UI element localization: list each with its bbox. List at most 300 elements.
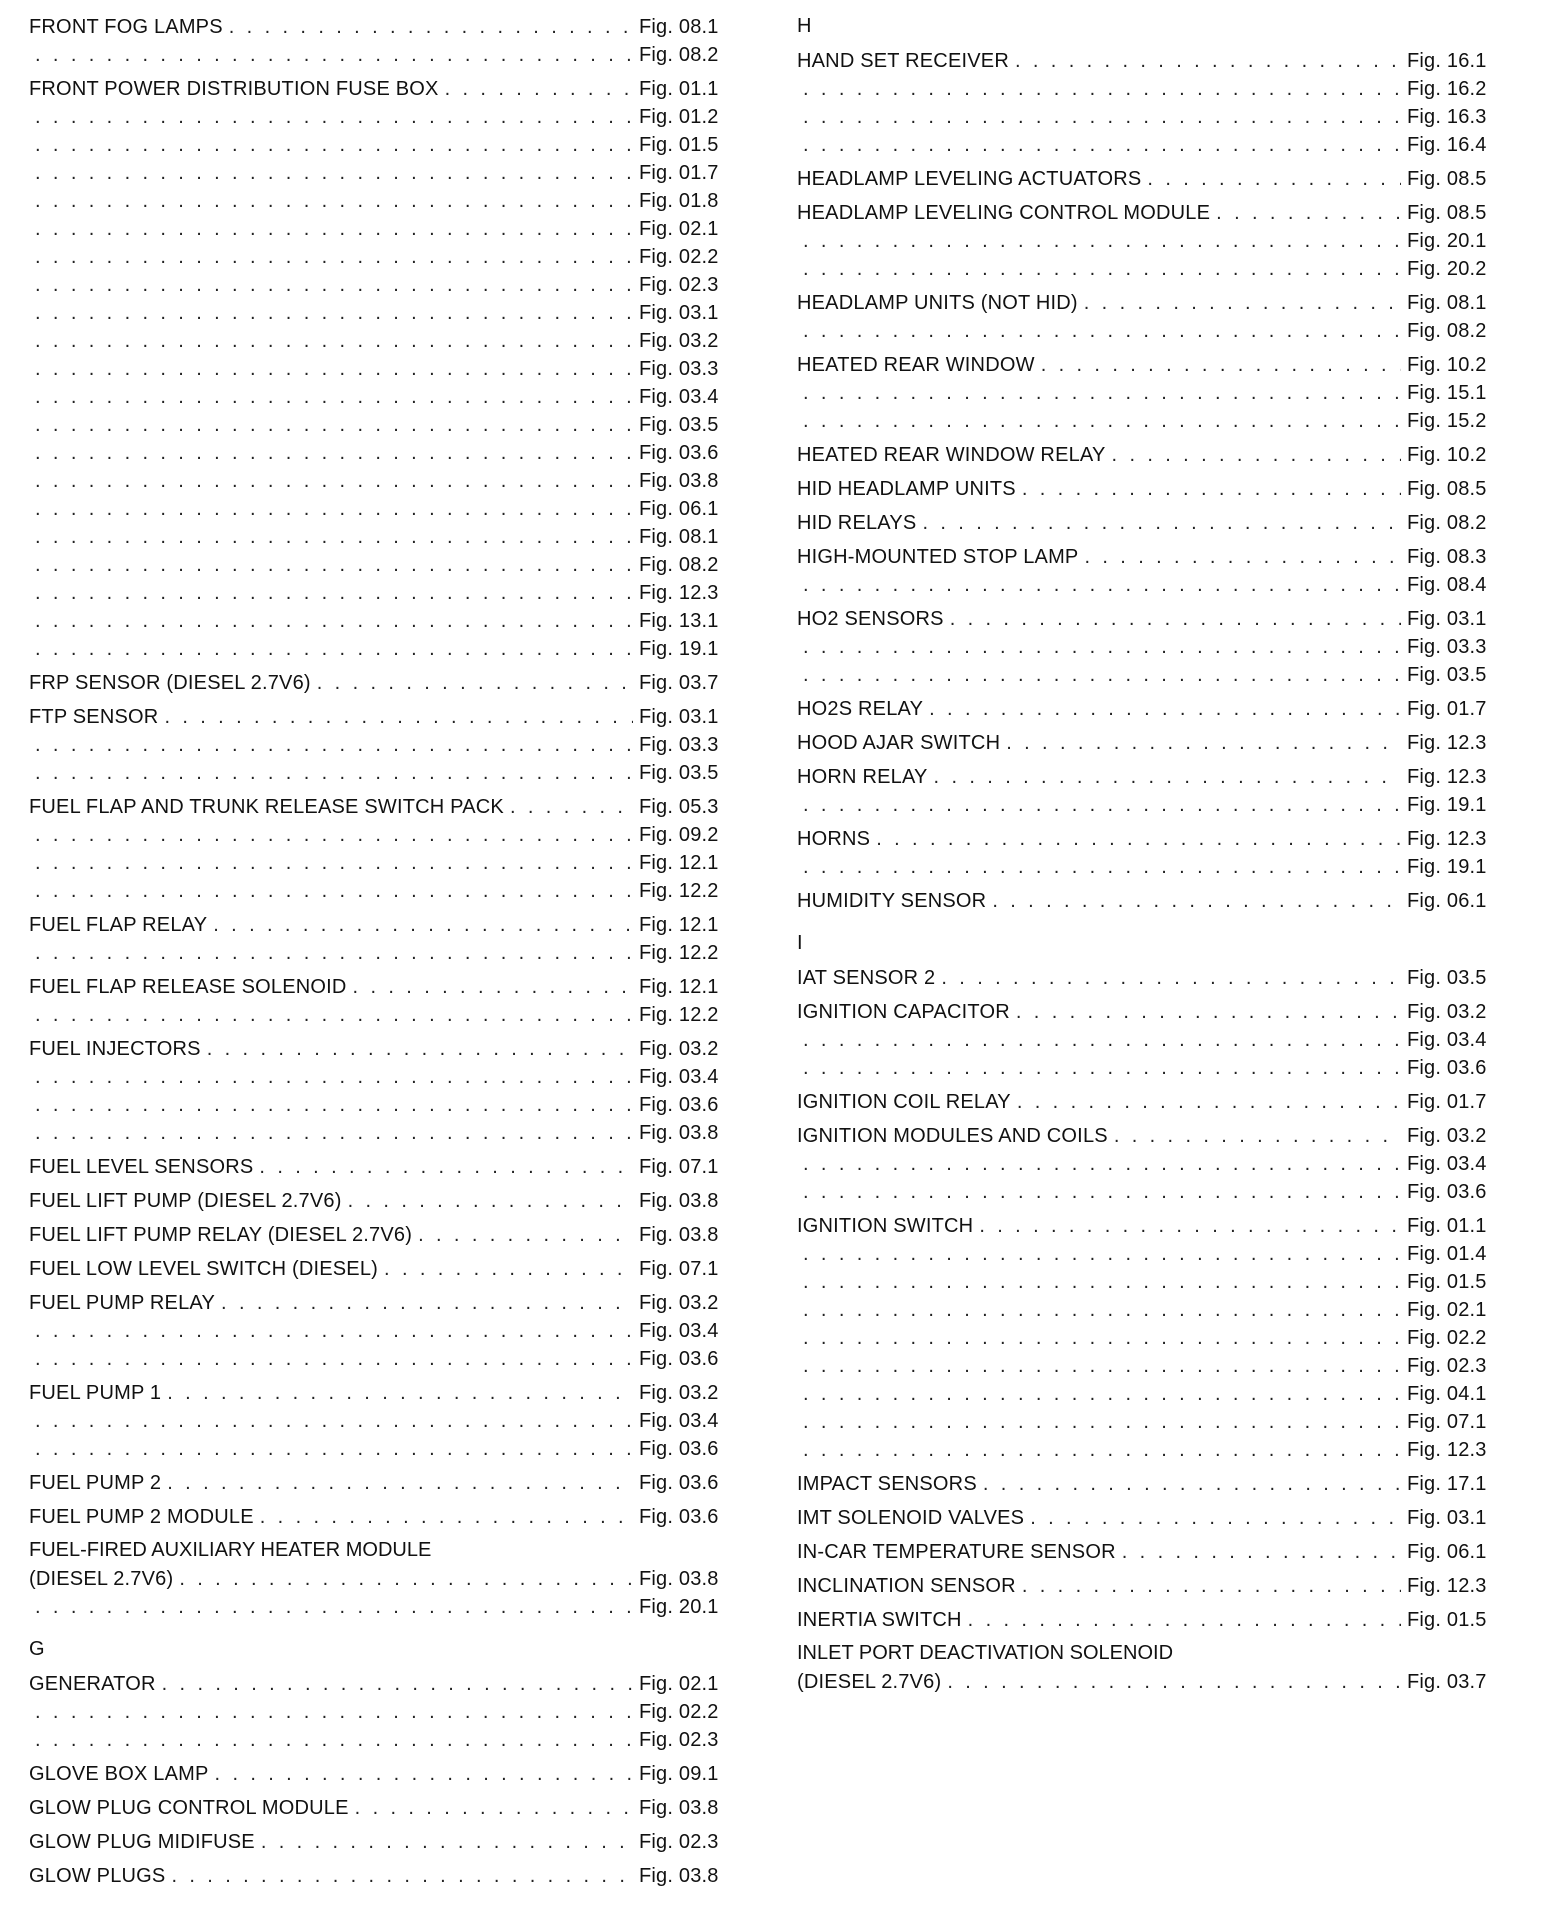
figure-reference: Fig. 03.3 — [1407, 636, 1487, 658]
figure-reference: Fig. 03.6 — [639, 1506, 719, 1528]
dot-leader — [803, 1268, 1401, 1296]
entry-continuation-line — [29, 1345, 729, 1373]
figure-reference: Fig. 03.6 — [639, 1094, 719, 1116]
figure-reference: Fig. 03.4 — [639, 1320, 719, 1342]
figure-reference: Fig. 03.8 — [639, 470, 719, 492]
index-entry — [29, 702, 729, 787]
entry-line — [797, 164, 1497, 193]
figure-reference: Fig. 02.3 — [1407, 1355, 1487, 1377]
figure-reference: Fig. 03.5 — [639, 762, 719, 784]
entry-continuation-line — [29, 1407, 729, 1435]
dot-leader — [35, 1063, 633, 1091]
figure-reference: Fig. 07.1 — [1407, 1411, 1487, 1433]
figure-reference: Fig. 05.3 — [639, 796, 719, 818]
figure-reference: Fig. 02.3 — [639, 1831, 719, 1853]
figure-reference: Fig. 20.1 — [1407, 230, 1487, 252]
dot-leader — [35, 383, 633, 411]
entry-line — [29, 1759, 729, 1788]
dot-leader — [922, 509, 1401, 537]
entry-continuation-line — [797, 661, 1497, 689]
dot-leader — [803, 1026, 1401, 1054]
dot-leader — [1112, 441, 1401, 469]
entry-continuation-line — [29, 607, 729, 635]
dot-leader — [803, 661, 1401, 689]
entry-label: IAT SENSOR 2 — [797, 967, 936, 989]
figure-reference: Fig. 03.5 — [1407, 664, 1487, 686]
entry-label: FUEL FLAP AND TRUNK RELEASE SWITCH PACK — [29, 796, 504, 818]
entry-line — [797, 604, 1497, 633]
index-entry — [29, 1861, 729, 1890]
index-entry — [29, 1288, 729, 1373]
dot-leader — [803, 1352, 1401, 1380]
figure-reference: Fig. 02.2 — [639, 246, 719, 268]
figure-reference: Fig. 19.1 — [1407, 794, 1487, 816]
entry-continuation-line — [797, 1178, 1497, 1206]
dot-leader — [1022, 475, 1401, 503]
figure-reference: Fig. 03.4 — [639, 1410, 719, 1432]
index-entry — [797, 350, 1497, 435]
entry-continuation-line — [797, 853, 1497, 881]
dot-leader — [35, 187, 633, 215]
entry-label: HUMIDITY SENSOR — [797, 890, 987, 912]
dot-leader — [1030, 1504, 1401, 1532]
figure-reference: Fig. 03.7 — [1407, 1671, 1487, 1693]
entry-label: GLOW PLUG CONTROL MODULE — [29, 1797, 349, 1819]
figure-reference: Fig. 12.3 — [1407, 1439, 1487, 1461]
entry-line — [797, 1667, 1497, 1696]
entry-label: HID RELAYS — [797, 512, 917, 534]
dot-leader — [1122, 1538, 1401, 1566]
index-entry — [797, 1211, 1497, 1464]
entry-label: IGNITION COIL RELAY — [797, 1091, 1011, 1113]
figure-reference: Fig. 03.6 — [1407, 1181, 1487, 1203]
entry-label: INERTIA SWITCH — [797, 1609, 962, 1631]
figure-reference: Fig. 17.1 — [1407, 1473, 1487, 1495]
dot-leader — [1015, 47, 1401, 75]
figure-reference: Fig. 03.4 — [1407, 1153, 1487, 1175]
entry-continuation-line — [29, 215, 729, 243]
figure-reference: Fig. 02.2 — [639, 1701, 719, 1723]
entry-line — [29, 972, 729, 1001]
dot-leader — [179, 1565, 633, 1593]
entry-line — [29, 1468, 729, 1497]
entry-label: FUEL LIFT PUMP (DIESEL 2.7V6) — [29, 1190, 342, 1212]
dot-leader — [803, 1054, 1401, 1082]
figure-reference: Fig. 16.1 — [1407, 50, 1487, 72]
entry-continuation-line — [29, 849, 729, 877]
entry-continuation-line — [29, 731, 729, 759]
entry-continuation-line — [797, 1296, 1497, 1324]
dot-leader — [950, 605, 1401, 633]
index-entry — [797, 963, 1497, 992]
figure-reference: Fig. 08.2 — [1407, 512, 1487, 534]
figure-reference: Fig. 03.8 — [639, 1224, 719, 1246]
figure-reference: Fig. 01.1 — [639, 78, 719, 100]
entry-continuation-line — [29, 877, 729, 905]
index-entry — [29, 74, 729, 663]
entry-line — [29, 1152, 729, 1181]
dot-leader — [348, 1187, 633, 1215]
index-entry — [29, 1536, 729, 1621]
dot-leader — [259, 1153, 633, 1181]
entry-continuation-line — [29, 271, 729, 299]
index-entry — [29, 1152, 729, 1181]
figure-reference: Fig. 08.4 — [1407, 574, 1487, 596]
dot-leader — [215, 1760, 633, 1788]
entry-label: GLOVE BOX LAMP — [29, 1763, 209, 1785]
entry-label: HO2S RELAY — [797, 698, 924, 720]
section-heading-i: I — [797, 932, 803, 954]
entry-continuation-line — [797, 379, 1497, 407]
figure-reference: Fig. 01.1 — [1407, 1215, 1487, 1237]
figure-reference: Fig. 03.6 — [1407, 1057, 1487, 1079]
dot-leader — [355, 1794, 633, 1822]
figure-reference: Fig. 03.8 — [639, 1568, 719, 1590]
dot-leader — [803, 317, 1401, 345]
entry-continuation-line — [29, 635, 729, 663]
figure-reference: Fig. 02.3 — [639, 1729, 719, 1751]
figure-reference: Fig. 03.5 — [1407, 967, 1487, 989]
dot-leader — [35, 411, 633, 439]
entry-line — [797, 728, 1497, 757]
dot-leader — [803, 853, 1401, 881]
dot-leader — [35, 1001, 633, 1029]
figure-reference: Fig. 03.2 — [639, 1038, 719, 1060]
figure-reference: Fig. 03.2 — [1407, 1125, 1487, 1147]
entry-continuation-line — [797, 227, 1497, 255]
figure-reference: Fig. 03.1 — [1407, 1507, 1487, 1529]
entry-continuation-line — [797, 1324, 1497, 1352]
figure-reference: Fig. 10.2 — [1407, 354, 1487, 376]
figure-reference: Fig. 03.6 — [639, 1438, 719, 1460]
entry-label: FRONT POWER DISTRIBUTION FUSE BOX — [29, 78, 439, 100]
figure-reference: Fig. 08.5 — [1407, 168, 1487, 190]
dot-leader — [1084, 543, 1401, 571]
dot-leader — [260, 1503, 633, 1531]
figure-reference: Fig. 12.3 — [1407, 732, 1487, 754]
entry-continuation-line — [29, 1119, 729, 1147]
figure-reference: Fig. 01.7 — [639, 162, 719, 184]
dot-leader — [35, 1435, 633, 1463]
entry-continuation-line — [797, 1150, 1497, 1178]
entry-continuation-line — [29, 355, 729, 383]
figure-reference: Fig. 10.2 — [1407, 444, 1487, 466]
entry-label: IGNITION CAPACITOR — [797, 1001, 1010, 1023]
index-entry — [797, 1121, 1497, 1206]
entry-label: FRP SENSOR (DIESEL 2.7V6) — [29, 672, 311, 694]
index-entry — [797, 474, 1497, 503]
index-entry — [29, 1378, 729, 1463]
figure-reference: Fig. 15.1 — [1407, 382, 1487, 404]
index-column-left — [29, 12, 729, 1890]
figure-reference: Fig. 19.1 — [639, 638, 719, 660]
index-entry — [797, 1469, 1497, 1498]
dot-leader — [35, 523, 633, 551]
dot-leader — [35, 1407, 633, 1435]
dot-leader — [35, 1119, 633, 1147]
entry-continuation-line — [29, 759, 729, 787]
dot-leader — [803, 1296, 1401, 1324]
dot-leader — [35, 939, 633, 967]
index-entry — [29, 1827, 729, 1856]
dot-leader — [35, 759, 633, 787]
entry-line — [29, 1186, 729, 1215]
entry-continuation-line — [29, 1317, 729, 1345]
entry-label: FRONT FOG LAMPS — [29, 16, 223, 38]
dot-leader — [229, 13, 633, 41]
figure-reference: Fig. 12.3 — [1407, 766, 1487, 788]
entry-continuation-line — [29, 103, 729, 131]
figure-reference: Fig. 03.4 — [639, 386, 719, 408]
entry-label: FUEL PUMP RELAY — [29, 1292, 216, 1314]
index-entry — [797, 164, 1497, 193]
figure-reference: Fig. 02.1 — [639, 218, 719, 240]
figure-reference: Fig. 03.3 — [639, 734, 719, 756]
entry-continuation-line — [29, 1001, 729, 1029]
figure-reference: Fig. 12.3 — [1407, 828, 1487, 850]
entry-line — [797, 1503, 1497, 1532]
entry-line — [797, 762, 1497, 791]
entry-continuation-line — [29, 579, 729, 607]
figure-reference: Fig. 12.1 — [639, 914, 719, 936]
dot-leader — [162, 1670, 633, 1698]
dot-leader — [384, 1255, 633, 1283]
entry-continuation-line — [29, 939, 729, 967]
index-entry — [29, 1669, 729, 1754]
dot-leader — [35, 821, 633, 849]
figure-reference: Fig. 01.7 — [1407, 1091, 1487, 1113]
dot-leader — [1016, 998, 1401, 1026]
dot-leader — [35, 731, 633, 759]
entry-line — [29, 668, 729, 697]
entry-continuation-line — [29, 1063, 729, 1091]
entry-label: HID HEADLAMP UNITS — [797, 478, 1016, 500]
figure-reference: Fig. 08.2 — [639, 44, 719, 66]
entry-line — [797, 1571, 1497, 1600]
figure-reference: Fig. 03.2 — [1407, 1001, 1487, 1023]
dot-leader — [941, 964, 1401, 992]
dot-leader — [35, 495, 633, 523]
index-entry — [29, 792, 729, 905]
entry-line — [29, 1502, 729, 1531]
dot-leader — [876, 825, 1401, 853]
dot-leader — [221, 1289, 633, 1317]
dot-leader — [1147, 165, 1401, 193]
entry-line — [29, 74, 729, 103]
figure-reference: Fig. 02.3 — [639, 274, 719, 296]
figure-reference: Fig. 01.5 — [1407, 1609, 1487, 1631]
dot-leader — [445, 75, 633, 103]
entry-line — [29, 1220, 729, 1249]
dot-leader — [1114, 1122, 1401, 1150]
dot-leader — [213, 911, 633, 939]
entry-line — [29, 702, 729, 731]
entry-line — [797, 474, 1497, 503]
dot-leader — [35, 131, 633, 159]
index-entry — [797, 728, 1497, 757]
figure-reference: Fig. 12.2 — [639, 1004, 719, 1026]
figure-reference: Fig. 03.6 — [639, 1472, 719, 1494]
dot-leader — [510, 793, 633, 821]
entry-line — [29, 1564, 729, 1593]
figure-reference: Fig. 09.2 — [639, 824, 719, 846]
entry-continuation-line — [29, 187, 729, 215]
dot-leader — [167, 1469, 633, 1497]
dot-leader — [164, 703, 633, 731]
dot-leader — [35, 635, 633, 663]
index-entry — [29, 1793, 729, 1822]
index-entry — [797, 1537, 1497, 1566]
dot-leader — [35, 271, 633, 299]
dot-leader — [35, 551, 633, 579]
index-entry — [797, 997, 1497, 1082]
index-entry — [797, 1087, 1497, 1116]
entry-line — [797, 1469, 1497, 1498]
entry-line — [797, 508, 1497, 537]
entry-line — [797, 1537, 1497, 1566]
figure-reference: Fig. 03.2 — [639, 330, 719, 352]
index-entry — [29, 1220, 729, 1249]
figure-reference: Fig. 13.1 — [639, 610, 719, 632]
entry-continuation-line — [797, 1352, 1497, 1380]
dot-leader — [803, 379, 1401, 407]
entry-label: HEADLAMP LEVELING ACTUATORS — [797, 168, 1142, 190]
entry-line — [797, 1605, 1497, 1634]
entry-continuation-line — [29, 383, 729, 411]
index-entry — [29, 1759, 729, 1788]
figure-reference: Fig. 01.7 — [1407, 698, 1487, 720]
index-entry — [797, 508, 1497, 537]
dot-leader — [803, 1380, 1401, 1408]
figure-reference: Fig. 03.8 — [639, 1865, 719, 1887]
entry-continuation-line — [29, 411, 729, 439]
dot-leader — [35, 41, 633, 69]
index-entry — [29, 1254, 729, 1283]
figure-reference: Fig. 12.1 — [639, 976, 719, 998]
entry-line — [797, 1087, 1497, 1116]
figure-reference: Fig. 08.5 — [1407, 478, 1487, 500]
figure-reference: Fig. 07.1 — [639, 1156, 719, 1178]
dot-leader — [35, 1317, 633, 1345]
entry-label: (DIESEL 2.7V6) — [29, 1568, 174, 1590]
entry-label: INCLINATION SENSOR — [797, 1575, 1016, 1597]
entry-continuation-line — [29, 551, 729, 579]
dot-leader — [803, 1240, 1401, 1268]
entry-label: GLOW PLUG MIDIFUSE — [29, 1831, 255, 1853]
entry-continuation-line — [797, 103, 1497, 131]
dot-leader — [35, 355, 633, 383]
dot-leader — [968, 1606, 1401, 1634]
entry-continuation-line — [29, 821, 729, 849]
entry-label: HORNS — [797, 828, 871, 850]
figure-reference: Fig. 04.1 — [1407, 1383, 1487, 1405]
dot-leader — [35, 439, 633, 467]
index-entry — [797, 1639, 1497, 1696]
index-entry — [29, 1468, 729, 1497]
dot-leader — [35, 467, 633, 495]
entry-label: FTP SENSOR — [29, 706, 159, 728]
dot-leader — [803, 633, 1401, 661]
index-column-right — [797, 12, 1497, 1696]
figure-reference: Fig. 08.3 — [1407, 546, 1487, 568]
dot-leader — [35, 103, 633, 131]
index-entry — [29, 910, 729, 967]
figure-reference: Fig. 06.1 — [1407, 890, 1487, 912]
entry-label: FUEL PUMP 2 MODULE — [29, 1506, 254, 1528]
figure-reference: Fig. 01.5 — [1407, 1271, 1487, 1293]
index-entry — [29, 1034, 729, 1147]
entry-line — [797, 1211, 1497, 1240]
entry-line — [797, 824, 1497, 853]
entry-continuation-line — [797, 131, 1497, 159]
figure-reference: Fig. 12.3 — [1407, 1575, 1487, 1597]
entry-label: (DIESEL 2.7V6) — [797, 1671, 942, 1693]
figure-reference: Fig. 16.3 — [1407, 106, 1487, 128]
entry-continuation-line — [797, 1380, 1497, 1408]
entry-label: IMT SOLENOID VALVES — [797, 1507, 1025, 1529]
dot-leader — [261, 1828, 633, 1856]
dot-leader — [803, 791, 1401, 819]
figure-reference: Fig. 01.5 — [639, 134, 719, 156]
figure-reference: Fig. 06.1 — [639, 498, 719, 520]
entry-continuation-line — [797, 1240, 1497, 1268]
entry-line — [797, 542, 1497, 571]
figure-reference: Fig. 08.2 — [1407, 320, 1487, 342]
entry-label: IN-CAR TEMPERATURE SENSOR — [797, 1541, 1116, 1563]
dot-leader — [803, 227, 1401, 255]
entry-continuation-line — [797, 1054, 1497, 1082]
dot-leader — [1017, 1088, 1401, 1116]
index-entry — [797, 1503, 1497, 1532]
dot-leader — [803, 407, 1401, 435]
figure-reference: Fig. 08.1 — [639, 16, 719, 38]
entry-label: IGNITION MODULES AND COILS — [797, 1125, 1108, 1147]
figure-reference: Fig. 08.2 — [639, 554, 719, 576]
entry-continuation-line — [29, 1726, 729, 1754]
dot-leader — [934, 763, 1401, 791]
figure-reference: Fig. 16.4 — [1407, 134, 1487, 156]
entry-continuation-line — [797, 1436, 1497, 1464]
figure-reference: Fig. 08.1 — [1407, 292, 1487, 314]
index-entry — [797, 604, 1497, 689]
dot-leader — [35, 877, 633, 905]
figure-reference: Fig. 12.3 — [639, 582, 719, 604]
figure-reference: Fig. 02.1 — [1407, 1299, 1487, 1321]
entry-line — [797, 440, 1497, 469]
entry-line — [797, 46, 1497, 75]
entry-label: HOOD AJAR SWITCH — [797, 732, 1001, 754]
dot-leader — [35, 215, 633, 243]
dot-leader — [803, 1178, 1401, 1206]
entry-line — [797, 963, 1497, 992]
figure-reference: Fig. 15.2 — [1407, 410, 1487, 432]
entry-label: FUEL FLAP RELAY — [29, 914, 208, 936]
dot-leader — [35, 579, 633, 607]
index-entry — [29, 668, 729, 697]
figure-reference: Fig. 03.1 — [1407, 608, 1487, 630]
figure-reference: Fig. 07.1 — [639, 1258, 719, 1280]
dot-leader — [803, 75, 1401, 103]
dot-leader — [803, 103, 1401, 131]
entry-line — [29, 1861, 729, 1890]
figure-reference: Fig. 09.1 — [639, 1763, 719, 1785]
entry-label: FUEL PUMP 2 — [29, 1472, 162, 1494]
dot-leader — [353, 973, 633, 1001]
figure-reference: Fig. 20.1 — [639, 1596, 719, 1618]
dot-leader — [803, 131, 1401, 159]
dot-leader — [35, 607, 633, 635]
dot-leader — [35, 299, 633, 327]
